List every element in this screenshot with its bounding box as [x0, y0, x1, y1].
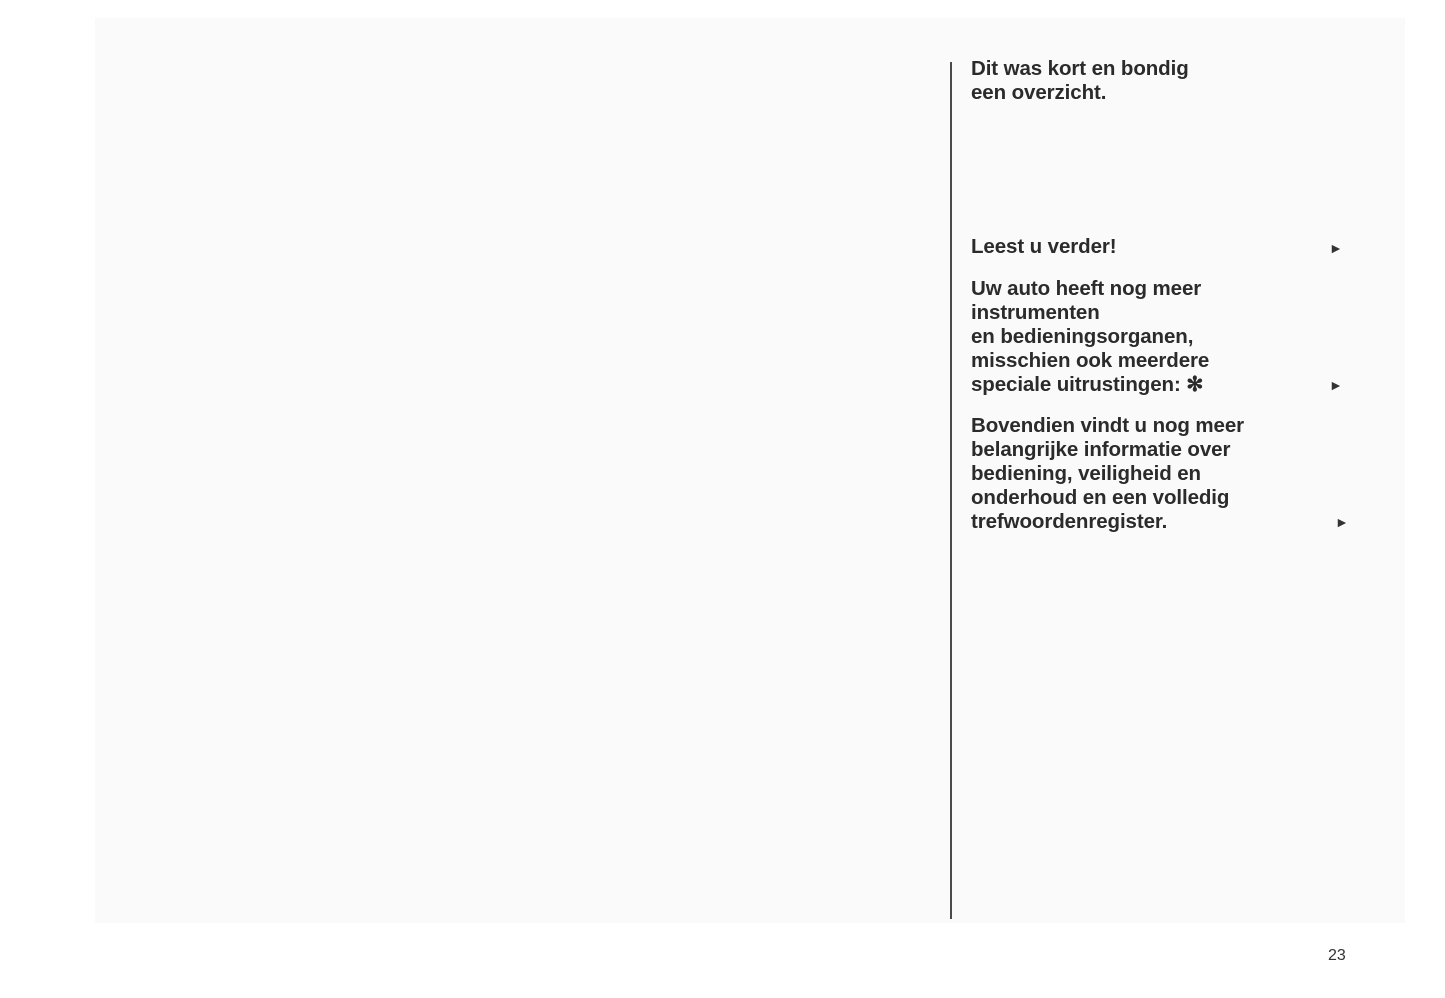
more-info-line: bediening, veiligheid en — [971, 462, 1201, 485]
page-number: 23 — [1328, 947, 1346, 964]
more-info-line: Bovendien vindt u nog meer — [971, 414, 1245, 437]
equipment-line: Uw auto heeft nog meer — [971, 277, 1202, 300]
equipment-line: en bedieningsorganen, — [971, 325, 1194, 348]
more-info-text — [971, 414, 1301, 534]
equipment-line: instrumenten — [971, 301, 1100, 324]
column-divider — [950, 62, 952, 919]
arrow-right-icon: ► — [1335, 514, 1349, 530]
more-info-line: belangrijke informatie over — [971, 438, 1231, 461]
more-info-line: onderhoud en een volledig — [971, 486, 1230, 509]
intro-line: een overzicht. — [971, 81, 1107, 104]
read-on-line: Leest u verder! — [971, 235, 1117, 258]
equipment-line: misschien ook meerdere — [971, 349, 1210, 372]
arrow-right-icon: ► — [1329, 377, 1343, 393]
more-info-line: trefwoordenregister. — [971, 510, 1168, 533]
intro-text — [971, 57, 1301, 105]
arrow-right-icon: ► — [1329, 240, 1343, 256]
read-on-text — [971, 235, 1301, 259]
intro-line: Dit was kort en bondig — [971, 57, 1189, 80]
equipment-line: speciale uitrustingen: ✻ — [971, 373, 1204, 396]
equipment-text — [971, 277, 1301, 397]
